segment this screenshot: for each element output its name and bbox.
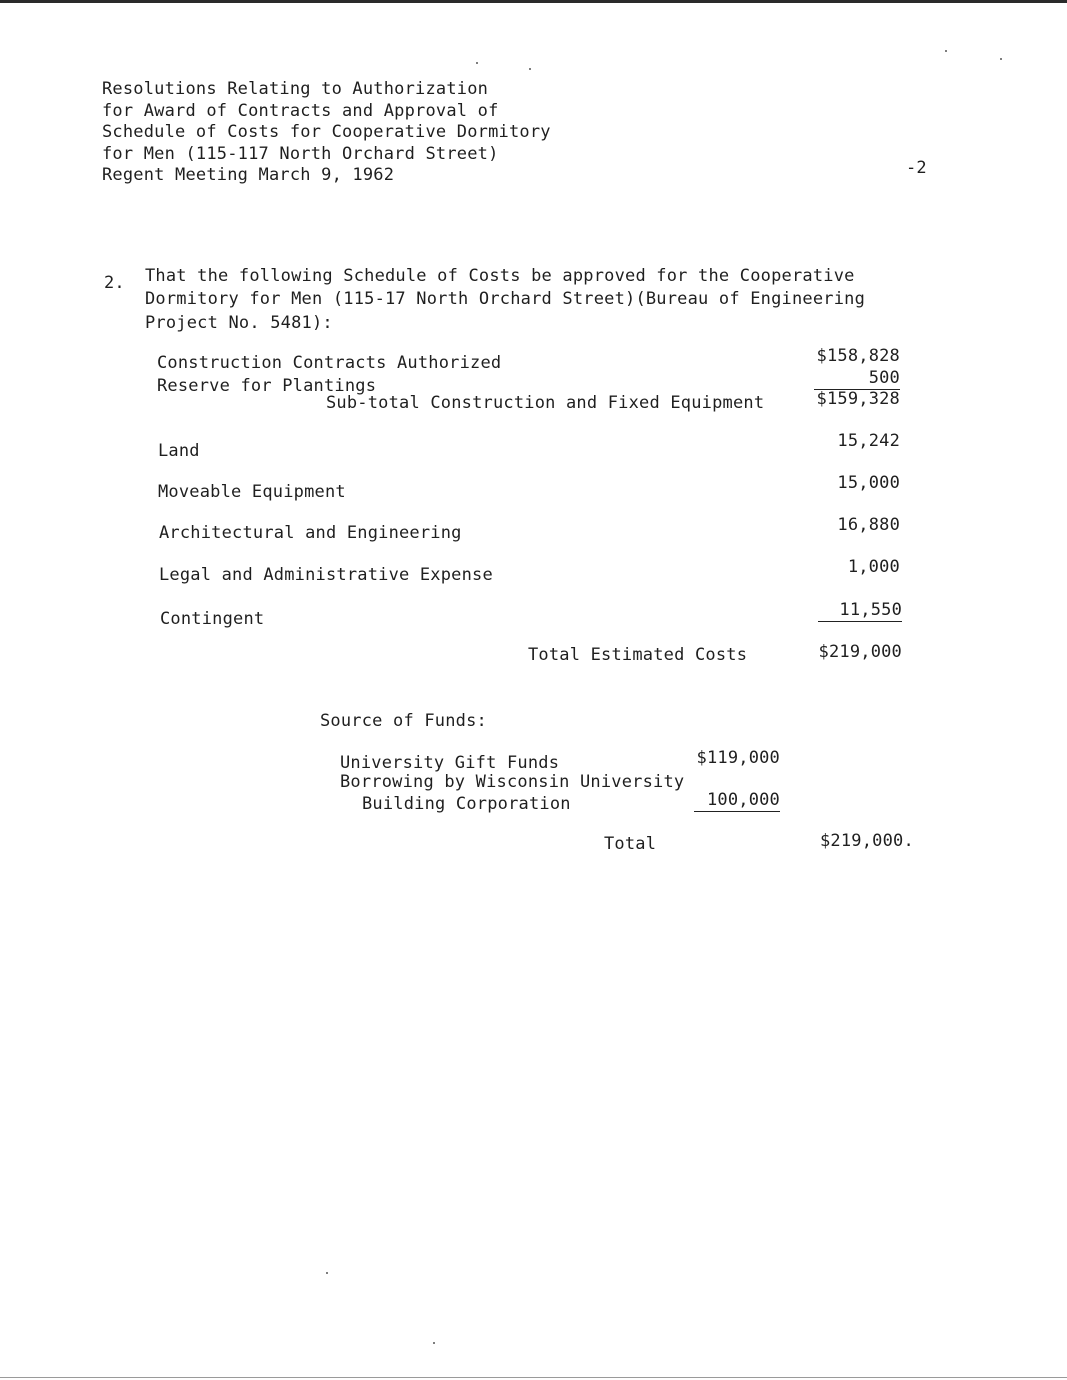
scan-speck	[529, 68, 531, 70]
contingent-amount: 11,550	[818, 600, 902, 622]
borrowing-label-line-2: Building Corporation	[362, 794, 571, 814]
scan-speck	[476, 62, 478, 64]
land-amount: 15,242	[837, 431, 900, 451]
total-estimated-costs-label: Total Estimated Costs	[528, 645, 748, 665]
scan-bottom-edge	[0, 1377, 1067, 1378]
moveable-equipment-amount: 15,000	[837, 473, 900, 493]
item-line-2: Dormitory for Men (115-17 North Orchard Street)(Bureau of Engineering	[145, 289, 866, 309]
architectural-label: Architectural and Engineering	[159, 523, 462, 543]
gift-funds-label: University Gift Funds	[340, 753, 560, 773]
header-line-3: Schedule of Costs for Cooperative Dormitory	[102, 122, 551, 142]
page-number: -2	[906, 158, 927, 178]
header-line-4: for Men (115-117 North Orchard Street)	[102, 144, 499, 164]
scan-speck	[945, 50, 947, 52]
source-of-funds-heading: Source of Funds:	[320, 711, 487, 731]
funds-total-label: Total	[604, 834, 657, 854]
scan-speck	[1000, 58, 1002, 60]
scan-top-edge	[0, 0, 1067, 3]
contingent-label: Contingent	[160, 609, 265, 629]
scan-speck	[326, 1272, 328, 1274]
header-line-1: Resolutions Relating to Authorization	[102, 79, 489, 99]
construction-contracts-label: Construction Contracts Authorized	[157, 353, 502, 373]
legal-label: Legal and Administrative Expense	[159, 565, 493, 585]
architectural-amount: 16,880	[837, 515, 900, 535]
item-line-1: That the following Schedule of Costs be approved for the Cooperative	[145, 266, 855, 286]
gift-funds-amount: $119,000	[696, 748, 780, 768]
subtotal-amount: $159,328	[816, 389, 900, 409]
subtotal-label: Sub-total Construction and Fixed Equipment	[326, 393, 765, 413]
item-line-3: Project No. 5481):	[145, 313, 333, 333]
borrowing-amount: 100,000	[694, 790, 780, 812]
funds-total-amount: $219,000.	[820, 831, 914, 851]
reserve-plantings-label: Reserve for Plantings	[157, 376, 377, 396]
item-number: 2.	[104, 273, 125, 293]
land-label: Land	[158, 441, 200, 461]
moveable-equipment-label: Moveable Equipment	[158, 482, 346, 502]
borrowing-label-line-1: Borrowing by Wisconsin University	[340, 772, 685, 792]
scan-speck	[433, 1342, 435, 1344]
total-estimated-costs-amount: $219,000	[818, 642, 902, 662]
header-line-2: for Award of Contracts and Approval of	[102, 101, 499, 121]
construction-contracts-amount: $158,828	[816, 346, 900, 366]
reserve-plantings-amount: 500	[814, 368, 900, 390]
header-line-5: Regent Meeting March 9, 1962	[102, 165, 395, 185]
legal-amount: 1,000	[847, 557, 900, 577]
